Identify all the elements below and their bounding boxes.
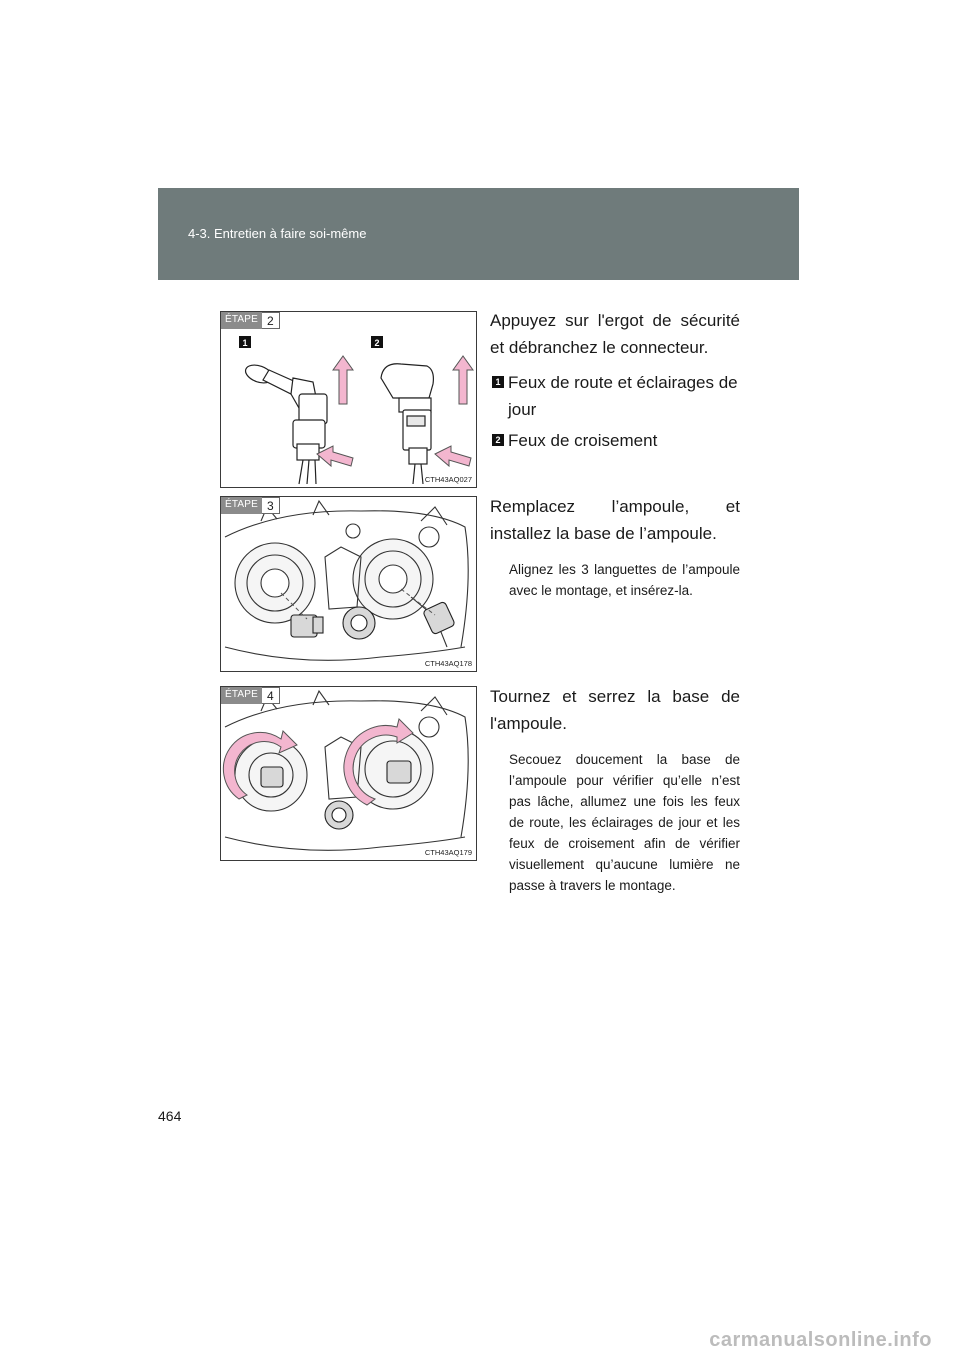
item-marker: 2 bbox=[492, 434, 504, 446]
figure-code: CTH43AQ027 bbox=[424, 475, 472, 484]
section-title: 4-3. Entretien à faire soi-même bbox=[188, 226, 367, 241]
figure-step-2 bbox=[220, 311, 477, 488]
watermark: carmanualsonline.info bbox=[709, 1329, 932, 1351]
item-label: Feux de route et éclairages de jour bbox=[508, 373, 738, 419]
callout-2: 2 bbox=[374, 338, 380, 348]
step-4-text bbox=[490, 683, 740, 896]
step-label bbox=[221, 687, 280, 704]
step-label bbox=[221, 497, 280, 514]
section-header bbox=[158, 188, 799, 280]
step-2-text bbox=[490, 307, 740, 454]
figure-code: CTH43AQ178 bbox=[424, 659, 472, 668]
item-marker: 1 bbox=[492, 376, 504, 388]
figure-step-3 bbox=[220, 496, 477, 672]
list-item bbox=[490, 369, 740, 423]
step-4-instruction: Tournez et serrez la base de l'ampoule. bbox=[490, 687, 740, 733]
step-number: 3 bbox=[262, 497, 280, 514]
step-3-note: Alignez les 3 languettes de l’ampoule avec le montage, et insérez-la. bbox=[509, 562, 740, 598]
page-number: 464 bbox=[158, 1108, 182, 1124]
step-number: 4 bbox=[262, 687, 280, 704]
item-label: Feux de croisement bbox=[508, 431, 658, 450]
step-number: 2 bbox=[262, 312, 280, 329]
step-2-instruction: Appuyez sur l'ergot de sécurité et débranchez le connecteur. bbox=[490, 311, 740, 357]
etape-label: ÉTAPE bbox=[221, 497, 262, 514]
figure-step-4 bbox=[220, 686, 477, 861]
step-label bbox=[221, 312, 280, 329]
step-3-instruction: Remplacez l’ampoule, et installez la base de l’ampoule. bbox=[490, 497, 740, 543]
bulb-connector-illustration bbox=[221, 312, 476, 487]
callout-1: 1 bbox=[242, 338, 248, 348]
figure-code: CTH43AQ179 bbox=[424, 848, 472, 857]
list-item bbox=[490, 427, 740, 454]
bulb-rotation-illustration bbox=[221, 687, 476, 860]
etape-label: ÉTAPE bbox=[221, 687, 262, 704]
etape-label: ÉTAPE bbox=[221, 312, 262, 329]
step-4-note: Secouez doucement la base de l’ampoule pour vérifier qu’elle n’est pas lâche, allumez une fois les feux de route, les éclairages de jour et les feux de croisement afin de vérifier visuellement qu’aucune lumière ne passe à travers le montage. bbox=[509, 752, 740, 893]
headlight-assembly-illustration bbox=[221, 497, 476, 671]
step-3-text bbox=[490, 493, 740, 601]
